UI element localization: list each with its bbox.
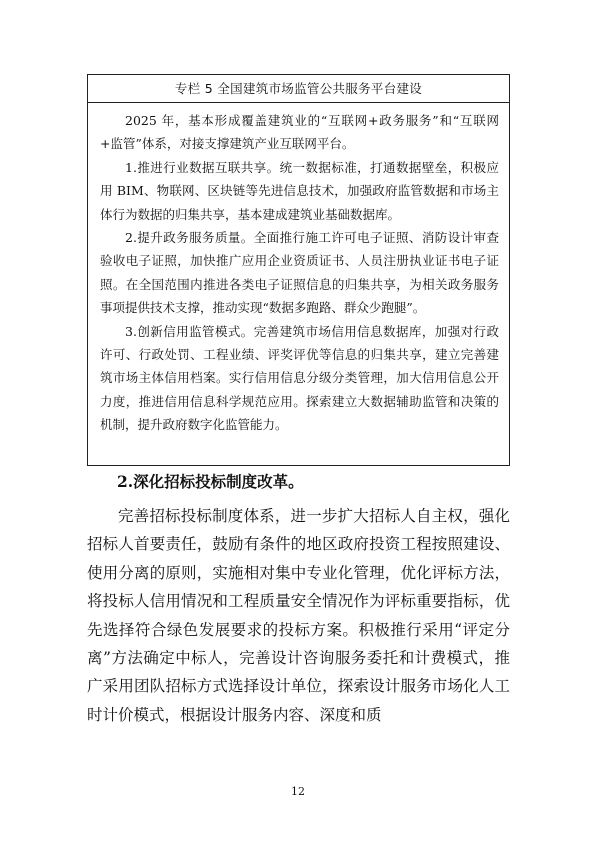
box-paragraph-intro: 2025 年，基本形成覆盖建筑业的“互联网+政务服务”和“互联网+监管”体系，对接支撑建筑产业互联网平台。: [100, 113, 499, 152]
section-paragraph: 完善招标投标制度体系，进一步扩大招标人自主权，强化招标人首要责任，鼓励有条件的地区政府投资工程按照建设、使用分离的原则，实施相对集中专业化管理，优化评标方法，将投标人信用情况和工程质量安全情况作为评标重要指标，优先选择符合绿色发展要求的投标方案。积极推行采用“评定分离”方法确定中标人，完善设计咨询服务委托和计费模式，推广采用团队招标方式选择设计单位，探索设计服务市场化人工时计价模式，根据设计服务内容、深度和质: [87, 507, 510, 724]
box-paragraph-3: 3.创新信用监管模式。完善建筑市场信用信息数据库，加强对行政许可、行政处罚、工程业绩、评奖评优等信息的归集共享，建立完善建筑市场主体信用档案。实行信用信息分级分类管理，加大信用信息公开力度，推进信用信息科学规范应用。探索建立大数据辅助监管和决策的机制，提升政府数字化监管能力。: [100, 323, 499, 433]
section-body: [87, 502, 510, 729]
box-paragraph-1: 1.推进行业数据互联共享。统一数据标准，打通数据壁垒，积极应用 BIM、物联网、区块链等先进信息技术，加强政府监管数据和市场主体行为数据的归集共享，基本建成建筑业基础数据库。: [100, 159, 499, 222]
box-paragraph-2: 2.提升政务服务质量。全面推行施工许可电子证照、消防设计审查验收电子证照，加快推广应用企业资质证书、人员注册执业证书电子证照。在全国范围内推进各类电子证照信息的归集共享，为相关政务服务事项提供技术支撑，推动实现“数据多跑路、群众少跑腿”。: [100, 230, 499, 316]
section-heading: 2.深化招标投标制度改革。: [117, 472, 304, 491]
box-title: 专栏 5 全国建筑市场监管公共服务平台建设: [88, 75, 509, 103]
page-number: 12: [291, 785, 305, 798]
box-body: [88, 103, 509, 437]
special-column-box: [87, 74, 510, 466]
